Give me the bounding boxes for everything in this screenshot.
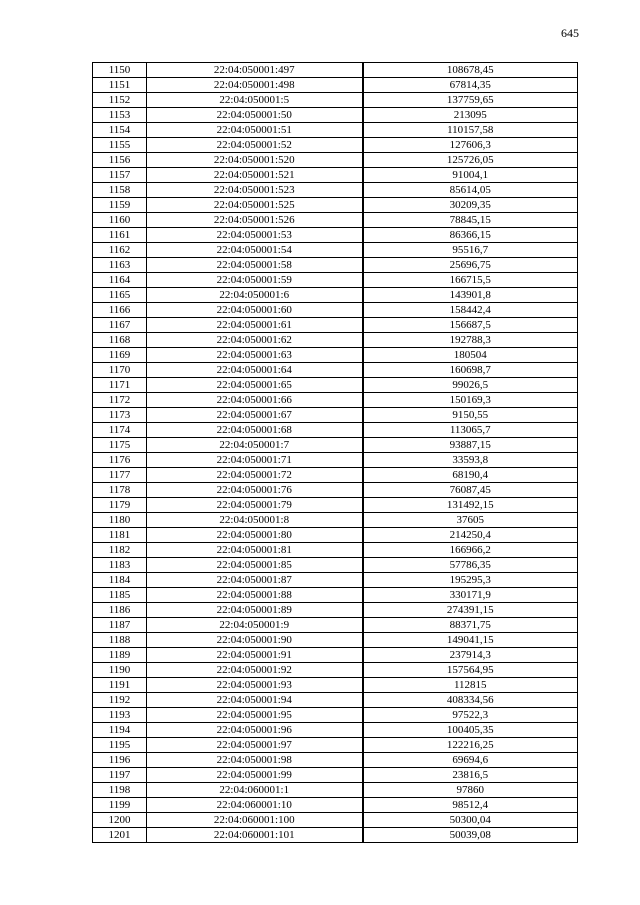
value-cell: 213095: [363, 108, 578, 123]
table-row: [93, 648, 578, 663]
table-row: [93, 78, 578, 93]
row-number-cell: 1171: [93, 378, 147, 393]
value-cell: 214250,4: [363, 528, 578, 543]
row-number-cell: 1197: [93, 768, 147, 783]
cadastral-number-cell: 22:04:050001:88: [147, 588, 363, 603]
value-cell: 137759,65: [363, 93, 578, 108]
cadastral-number-cell: 22:04:050001:90: [147, 633, 363, 648]
row-number-cell: 1190: [93, 663, 147, 678]
cadastral-number-cell: 22:04:050001:96: [147, 723, 363, 738]
table-row: [93, 813, 578, 828]
cadastral-number-cell: 22:04:050001:89: [147, 603, 363, 618]
row-number-cell: 1167: [93, 318, 147, 333]
value-cell: 57786,35: [363, 558, 578, 573]
value-cell: 330171,9: [363, 588, 578, 603]
table-row: [93, 708, 578, 723]
row-number-cell: 1193: [93, 708, 147, 723]
row-number-cell: 1168: [93, 333, 147, 348]
row-number-cell: 1194: [93, 723, 147, 738]
table-row: [93, 363, 578, 378]
cadastral-number-cell: 22:04:050001:52: [147, 138, 363, 153]
row-number-cell: 1169: [93, 348, 147, 363]
value-cell: 25696,75: [363, 258, 578, 273]
table-row: [93, 618, 578, 633]
table-row: [93, 318, 578, 333]
table-row: [93, 303, 578, 318]
value-cell: 150169,3: [363, 393, 578, 408]
cadastral-number-cell: 22:04:060001:1: [147, 783, 363, 798]
value-cell: 50300,04: [363, 813, 578, 828]
table-row: [93, 138, 578, 153]
row-number-cell: 1151: [93, 78, 147, 93]
cadastral-number-cell: 22:04:050001:7: [147, 438, 363, 453]
table-row: [93, 678, 578, 693]
row-number-cell: 1176: [93, 453, 147, 468]
value-cell: 108678,45: [363, 63, 578, 78]
cadastral-number-cell: 22:04:050001:59: [147, 273, 363, 288]
table-row: [93, 63, 578, 78]
row-number-cell: 1188: [93, 633, 147, 648]
cadastral-number-cell: 22:04:050001:51: [147, 123, 363, 138]
cadastral-number-cell: 22:04:050001:94: [147, 693, 363, 708]
table-row: [93, 228, 578, 243]
row-number-cell: 1185: [93, 588, 147, 603]
row-number-cell: 1189: [93, 648, 147, 663]
table-row: [93, 438, 578, 453]
cadastral-value-table: [92, 62, 578, 843]
cadastral-number-cell: 22:04:050001:526: [147, 213, 363, 228]
table-row: [93, 603, 578, 618]
table-body: [93, 63, 578, 843]
table-row: [93, 633, 578, 648]
row-number-cell: 1181: [93, 528, 147, 543]
cadastral-number-cell: 22:04:050001:79: [147, 498, 363, 513]
cadastral-number-cell: 22:04:050001:66: [147, 393, 363, 408]
value-cell: 88371,75: [363, 618, 578, 633]
value-cell: 112815: [363, 678, 578, 693]
value-cell: 192788,3: [363, 333, 578, 348]
cadastral-number-cell: 22:04:060001:101: [147, 828, 363, 843]
table-row: [93, 108, 578, 123]
row-number-cell: 1184: [93, 573, 147, 588]
cadastral-number-cell: 22:04:050001:50: [147, 108, 363, 123]
table-row: [93, 663, 578, 678]
table-row: [93, 378, 578, 393]
cadastral-number-cell: 22:04:050001:6: [147, 288, 363, 303]
row-number-cell: 1186: [93, 603, 147, 618]
table-row: [93, 243, 578, 258]
row-number-cell: 1183: [93, 558, 147, 573]
table-row: [93, 723, 578, 738]
cadastral-number-cell: 22:04:050001:525: [147, 198, 363, 213]
cadastral-number-cell: 22:04:050001:54: [147, 243, 363, 258]
value-cell: 110157,58: [363, 123, 578, 138]
value-cell: 408334,56: [363, 693, 578, 708]
value-cell: 156687,5: [363, 318, 578, 333]
value-cell: 93887,15: [363, 438, 578, 453]
cadastral-number-cell: 22:04:050001:93: [147, 678, 363, 693]
row-number-cell: 1160: [93, 213, 147, 228]
cadastral-number-cell: 22:04:050001:72: [147, 468, 363, 483]
row-number-cell: 1158: [93, 183, 147, 198]
cadastral-number-cell: 22:04:050001:80: [147, 528, 363, 543]
cadastral-number-cell: 22:04:050001:9: [147, 618, 363, 633]
row-number-cell: 1200: [93, 813, 147, 828]
cadastral-number-cell: 22:04:060001:10: [147, 798, 363, 813]
table-row: [93, 573, 578, 588]
table-row: [93, 348, 578, 363]
value-cell: 50039,08: [363, 828, 578, 843]
row-number-cell: 1177: [93, 468, 147, 483]
row-number-cell: 1201: [93, 828, 147, 843]
row-number-cell: 1150: [93, 63, 147, 78]
cadastral-number-cell: 22:04:050001:85: [147, 558, 363, 573]
table-row: [93, 288, 578, 303]
table-row: [93, 168, 578, 183]
table-row: [93, 258, 578, 273]
value-cell: 37605: [363, 513, 578, 528]
value-cell: 97522,3: [363, 708, 578, 723]
cadastral-number-cell: 22:04:050001:60: [147, 303, 363, 318]
row-number-cell: 1192: [93, 693, 147, 708]
value-cell: 157564,95: [363, 663, 578, 678]
row-number-cell: 1154: [93, 123, 147, 138]
table-row: [93, 213, 578, 228]
table-row: [93, 738, 578, 753]
value-cell: 237914,3: [363, 648, 578, 663]
value-cell: 113065,7: [363, 423, 578, 438]
value-cell: 69694,6: [363, 753, 578, 768]
row-number-cell: 1170: [93, 363, 147, 378]
cadastral-number-cell: 22:04:050001:64: [147, 363, 363, 378]
cadastral-number-cell: 22:04:050001:63: [147, 348, 363, 363]
table-row: [93, 93, 578, 108]
row-number-cell: 1173: [93, 408, 147, 423]
cadastral-number-cell: 22:04:050001:99: [147, 768, 363, 783]
row-number-cell: 1153: [93, 108, 147, 123]
table-row: [93, 453, 578, 468]
table-row: [93, 423, 578, 438]
value-cell: 274391,15: [363, 603, 578, 618]
row-number-cell: 1198: [93, 783, 147, 798]
value-cell: 76087,45: [363, 483, 578, 498]
value-cell: 9150,55: [363, 408, 578, 423]
cadastral-number-cell: 22:04:050001:8: [147, 513, 363, 528]
table-row: [93, 153, 578, 168]
row-number-cell: 1191: [93, 678, 147, 693]
table-row: [93, 483, 578, 498]
value-cell: 23816,5: [363, 768, 578, 783]
value-cell: 91004,1: [363, 168, 578, 183]
value-cell: 86366,15: [363, 228, 578, 243]
table-row: [93, 543, 578, 558]
value-cell: 85614,05: [363, 183, 578, 198]
table-row: [93, 753, 578, 768]
cadastral-number-cell: 22:04:050001:521: [147, 168, 363, 183]
value-cell: 143901,8: [363, 288, 578, 303]
row-number-cell: 1157: [93, 168, 147, 183]
value-cell: 78845,15: [363, 213, 578, 228]
value-cell: 195295,3: [363, 573, 578, 588]
row-number-cell: 1179: [93, 498, 147, 513]
value-cell: 67814,35: [363, 78, 578, 93]
value-cell: 180504: [363, 348, 578, 363]
table-row: [93, 588, 578, 603]
cadastral-number-cell: 22:04:050001:53: [147, 228, 363, 243]
cadastral-number-cell: 22:04:050001:498: [147, 78, 363, 93]
row-number-cell: 1166: [93, 303, 147, 318]
cadastral-number-cell: 22:04:050001:98: [147, 753, 363, 768]
row-number-cell: 1163: [93, 258, 147, 273]
value-cell: 98512,4: [363, 798, 578, 813]
cadastral-number-cell: 22:04:050001:5: [147, 93, 363, 108]
row-number-cell: 1152: [93, 93, 147, 108]
page-number: 645: [561, 26, 579, 40]
row-number-cell: 1159: [93, 198, 147, 213]
row-number-cell: 1180: [93, 513, 147, 528]
value-cell: 149041,15: [363, 633, 578, 648]
cadastral-number-cell: 22:04:050001:71: [147, 453, 363, 468]
cadastral-number-cell: 22:04:050001:91: [147, 648, 363, 663]
value-cell: 127606,3: [363, 138, 578, 153]
row-number-cell: 1199: [93, 798, 147, 813]
cadastral-number-cell: 22:04:050001:58: [147, 258, 363, 273]
cadastral-number-cell: 22:04:050001:76: [147, 483, 363, 498]
cadastral-number-cell: 22:04:050001:92: [147, 663, 363, 678]
value-cell: 33593,8: [363, 453, 578, 468]
cadastral-number-cell: 22:04:050001:81: [147, 543, 363, 558]
cadastral-number-cell: 22:04:060001:100: [147, 813, 363, 828]
cadastral-number-cell: 22:04:050001:65: [147, 378, 363, 393]
cadastral-number-cell: 22:04:050001:61: [147, 318, 363, 333]
table-row: [93, 528, 578, 543]
row-number-cell: 1165: [93, 288, 147, 303]
cadastral-number-cell: 22:04:050001:87: [147, 573, 363, 588]
cadastral-number-cell: 22:04:050001:520: [147, 153, 363, 168]
row-number-cell: 1187: [93, 618, 147, 633]
value-cell: 30209,35: [363, 198, 578, 213]
value-cell: 100405,35: [363, 723, 578, 738]
value-cell: 160698,7: [363, 363, 578, 378]
table-row: [93, 768, 578, 783]
row-number-cell: 1178: [93, 483, 147, 498]
table-row: [93, 828, 578, 843]
row-number-cell: 1156: [93, 153, 147, 168]
value-cell: 68190,4: [363, 468, 578, 483]
cadastral-number-cell: 22:04:050001:95: [147, 708, 363, 723]
table-row: [93, 273, 578, 288]
cadastral-number-cell: 22:04:050001:68: [147, 423, 363, 438]
value-cell: 125726,05: [363, 153, 578, 168]
table-row: [93, 198, 578, 213]
row-number-cell: 1162: [93, 243, 147, 258]
table-row: [93, 408, 578, 423]
table-row: [93, 393, 578, 408]
table-row: [93, 558, 578, 573]
table-row: [93, 333, 578, 348]
cadastral-number-cell: 22:04:050001:67: [147, 408, 363, 423]
row-number-cell: 1175: [93, 438, 147, 453]
table-row: [93, 183, 578, 198]
cadastral-number-cell: 22:04:050001:497: [147, 63, 363, 78]
row-number-cell: 1196: [93, 753, 147, 768]
cadastral-number-cell: 22:04:050001:97: [147, 738, 363, 753]
value-cell: 99026,5: [363, 378, 578, 393]
value-cell: 95516,7: [363, 243, 578, 258]
table-row: [93, 498, 578, 513]
value-cell: 97860: [363, 783, 578, 798]
cadastral-number-cell: 22:04:050001:523: [147, 183, 363, 198]
table-row: [93, 783, 578, 798]
value-cell: 122216,25: [363, 738, 578, 753]
table-row: [93, 468, 578, 483]
row-number-cell: 1174: [93, 423, 147, 438]
row-number-cell: 1182: [93, 543, 147, 558]
value-cell: 131492,15: [363, 498, 578, 513]
table-row: [93, 693, 578, 708]
row-number-cell: 1195: [93, 738, 147, 753]
row-number-cell: 1155: [93, 138, 147, 153]
row-number-cell: 1161: [93, 228, 147, 243]
table-row: [93, 513, 578, 528]
cadastral-number-cell: 22:04:050001:62: [147, 333, 363, 348]
row-number-cell: 1172: [93, 393, 147, 408]
table-row: [93, 798, 578, 813]
table-row: [93, 123, 578, 138]
row-number-cell: 1164: [93, 273, 147, 288]
value-cell: 166966,2: [363, 543, 578, 558]
value-cell: 166715,5: [363, 273, 578, 288]
value-cell: 158442,4: [363, 303, 578, 318]
